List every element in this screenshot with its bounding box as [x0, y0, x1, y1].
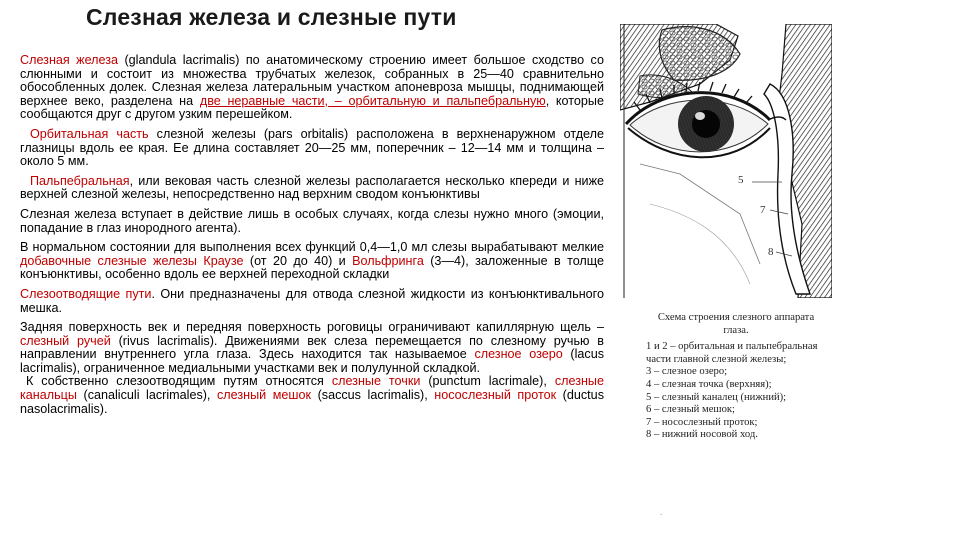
paragraph-accessory-glands: [20, 241, 604, 282]
paragraph-body: (lacus lacrimalis), ограниченное медиальными участками век и полулунной складкой.: [20, 347, 604, 375]
paragraph-body: (ductus nasolacrimalis).: [20, 388, 604, 416]
term-wolfring: Вольфринга: [352, 253, 424, 268]
term-two-parts: две неравные части, – орбитальную и пальпебральную: [199, 93, 546, 108]
caption-item: 8 – нижний носовой ход.: [646, 429, 758, 441]
paragraph-body: (от 20 до 40) и: [243, 253, 353, 268]
paragraph-tail: , которые сообщаются друг с другом узким перешейком.: [20, 93, 604, 122]
term-palpebral-part: Пальпебральная: [30, 173, 130, 188]
paragraph-body: по анатомическому строению имеет большое сходство со слюнными и состоит из множества трубчатых железок, собранных в 25—40 сравнительно обособленных долек. Слезная железа латеральным участком апоневроза мышцы, поднимающей верхнее веко, разделена на: [20, 53, 604, 108]
page-dot: .: [660, 508, 663, 517]
text-column: [20, 54, 604, 416]
paragraph-activation: Слезная железа вступает в действие лишь в особых случаях, когда слезы нужно много (эмоции, попадание в глаз инородного агента).: [20, 206, 604, 235]
paragraph-body: (rivus lacrimalis). Движениями век слеза перемещается по слезному ручью в направлении внутреннего угла глаза. Здесь находится так называемое: [20, 333, 604, 362]
caption-title: Схема строения слезного аппарата глаза.: [657, 312, 815, 336]
figure-label-5: 5: [738, 174, 744, 186]
latin-name: (glandula lacrimalis): [124, 53, 240, 67]
paragraph-body: (3—4), заложенные в толще конъюнктивы, особенно вдоль ее верхней переходной складки: [20, 253, 604, 282]
figure-label-7: 7: [760, 204, 766, 216]
term-orbital-part: Орбитальная часть: [30, 126, 149, 141]
paragraph-body: В нормальном состоянии для выполнения всех функций 0,4—1,0 мл слезы вырабатывают мелкие: [20, 240, 604, 255]
paragraph-drainage: [20, 288, 604, 315]
paragraph-palpebral: [20, 175, 604, 202]
caption-item: 5 – слезный каналец (нижний);: [646, 391, 787, 403]
term-tear-lake: слезное озеро: [474, 347, 563, 362]
term-lacrimal-gland: Слезная железа: [20, 53, 119, 67]
caption-item: 7 – носослезный проток;: [646, 416, 758, 428]
paragraph-gland: [20, 54, 604, 122]
page-title: Слезная железа и слезные пути: [86, 4, 457, 30]
paragraph-body: , или вековая часть слезной железы располагается несколько кпереди и ниже верхней слезной железы, непосредственно над верхним сводом конъюнктивы: [20, 173, 604, 202]
paragraph-drainage-structures: [20, 375, 604, 416]
term-canaliculi: слезные канальцы: [20, 374, 604, 403]
term-drainage-ducts: Слезоотводящие пути: [20, 286, 152, 301]
paragraph-body: (punctum lacrimale),: [420, 374, 555, 389]
paragraph-body: . Они предназначены для отвода слезной жидкости из конъюнктивального мешка.: [20, 286, 604, 315]
paragraph-tear-stream: [20, 321, 604, 375]
term-nasolacrimal-duct: носослезный проток: [434, 388, 557, 403]
caption-item: 4 – слезная точка (верхняя);: [646, 378, 772, 390]
paragraph-body: слезной железы (pars orbitalis) расположена в верхненаружном отделе глазницы вдоль ее края. Ее длина составляет 20—25 мм, поперечник – 12—14 мм и толщина – около 5 мм.: [20, 126, 604, 169]
anatomy-drawing: [620, 24, 832, 298]
figure-label-8: 8: [768, 246, 774, 258]
caption-item: 6 – слезный мешок;: [646, 404, 735, 416]
term-lacrimal-sac: слезный мешок: [217, 388, 312, 403]
lacrimal-apparatus-illustration: [620, 24, 832, 298]
term-krause-glands: добавочные слезные железы Краузе: [20, 253, 244, 268]
term-tear-stream: слезный ручей: [20, 333, 111, 348]
paragraph-body: К собственно слезоотводящим путям относятся: [26, 374, 332, 389]
term-puncta: слезные точки: [331, 374, 421, 389]
paragraph-body: (canaliculi lacrimales),: [76, 388, 217, 403]
paragraph-body: (saccus lacrimalis),: [311, 388, 435, 403]
caption-item: 1 и 2 – орбитальная и пальпебральная части главной слезной железы;: [646, 341, 818, 365]
paragraph-body: Задняя поверхность век и передняя поверхность роговицы ограничивают капиллярную щель –: [20, 320, 604, 335]
paragraph-orbital: [20, 128, 604, 169]
caption-item: 3 – слезное озеро;: [646, 366, 728, 378]
figure-caption: [646, 312, 826, 442]
